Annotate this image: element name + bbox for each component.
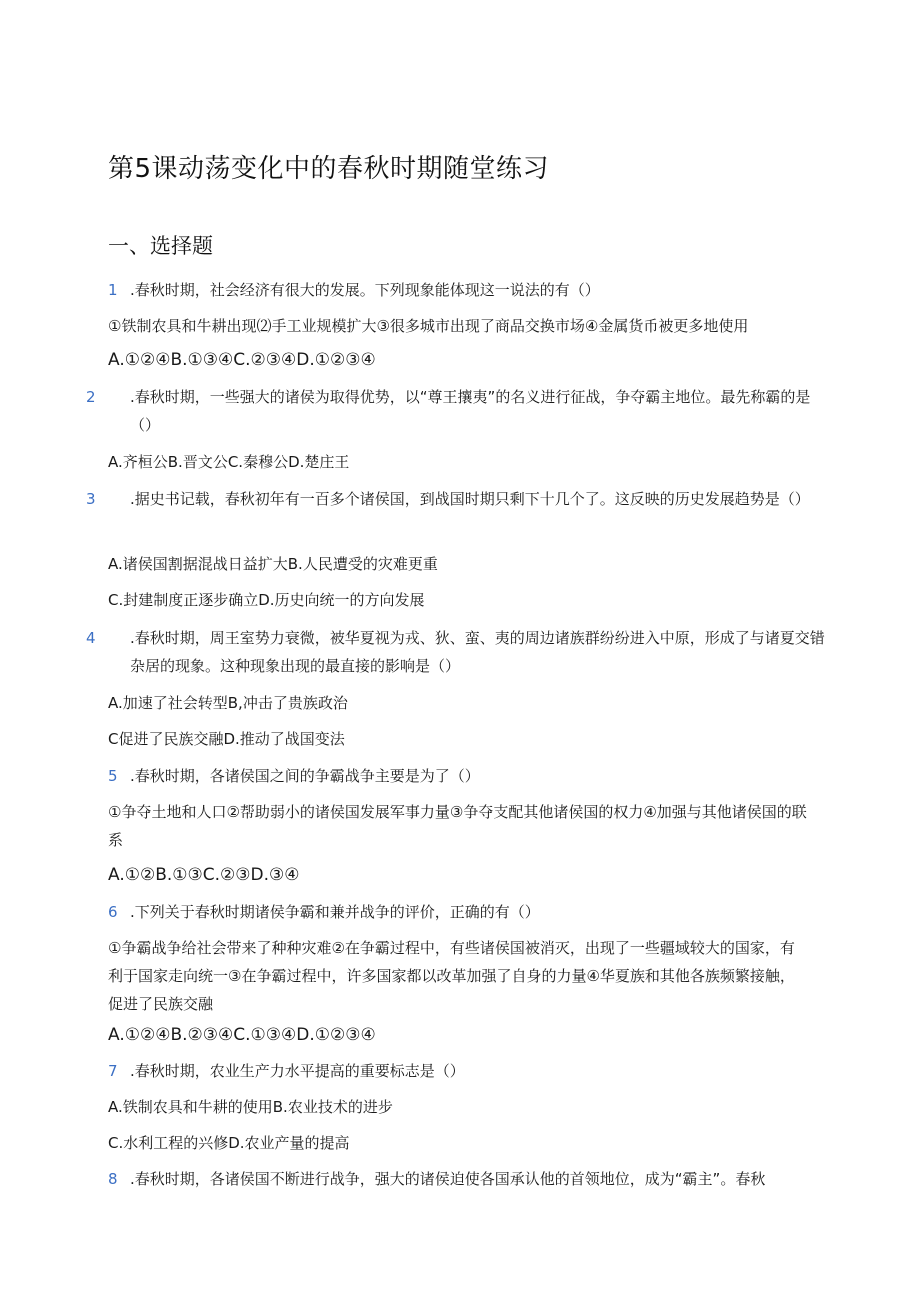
question-stem: .春秋时期，各诸侯国之间的争霸战争主要是为了（）: [130, 767, 480, 785]
question-number: 6: [108, 903, 118, 921]
question-6-options: A.①②④B.②③④C.①③④D.①②③④: [108, 1025, 376, 1045]
question-3-option-cd: C.封建制度正逐步确立D.历史向统一的方向发展: [108, 591, 425, 609]
question-number: 4: [86, 629, 96, 647]
question-stem: .春秋时期，各诸侯国不断进行战争，强大的诸侯迫使各国承认他的首领地位，成为“霸主”。春秋: [130, 1170, 766, 1188]
question-1-options: A.①②④B.①③④C.②③④D.①②③④: [108, 350, 376, 370]
page-title: 第5课动荡变化中的春秋时期随堂练习: [108, 154, 550, 184]
question-number: 2: [86, 388, 96, 406]
question-7-option-cd: C.水利工程的兴修D.农业产量的提高: [108, 1134, 350, 1152]
question-6: [108, 898, 808, 926]
question-6-detail: ①争霸战争给社会带来了种种灾难②在争霸过程中，有些诸侯国被消灭，出现了一些疆域较大的国家，有利于国家走向统一③在争霸过程中，许多国家都以改革加强了自身的力量④华夏族和其他各族频繁接触，促进了民族交融: [108, 939, 795, 1013]
question-number: 7: [108, 1062, 118, 1080]
question-7: [108, 1057, 808, 1085]
question-5-detail: ①争夺土地和人口②帮助弱小的诸侯国发展军事力量③争夺支配其他诸侯国的权力④加强与其他诸侯国的联系: [108, 803, 807, 849]
question-number: 8: [108, 1170, 118, 1188]
question-5-options: A.①②B.①③C.②③D.③④: [108, 865, 300, 885]
question-5: [108, 762, 808, 790]
question-stem: .春秋时期，社会经济有很大的发展。下列现象能体现这一说法的有（）: [130, 281, 600, 299]
question-1-detail: ①铁制农具和牛耕出现⑵手工业规模扩大③很多城市出现了商品交换市场④金属货币被更多地使用: [108, 317, 749, 335]
question-number: 1: [108, 281, 118, 299]
question-stem: .春秋时期，农业生产力水平提高的重要标志是（）: [130, 1062, 465, 1080]
question-4-option-cd: C促进了民族交融D.推动了战国变法: [108, 730, 345, 748]
question-stem: .春秋时期，一些强大的诸侯为取得优势，以“尊王攘夷”的名义进行征战，争夺霸主地位。最先称霸的是（）: [130, 388, 811, 434]
question-8: [108, 1165, 808, 1193]
question-7-option-ab: A.铁制农具和牛耕的使用B.农业技术的进步: [108, 1098, 393, 1116]
question-3: [86, 485, 830, 513]
question-4: [86, 624, 830, 680]
question-4-option-ab: A.加速了社会转型B,冲击了贵族政治: [108, 694, 348, 712]
section-heading: 一、选择题: [108, 234, 213, 258]
question-stem: .下列关于春秋时期诸侯争霸和兼并战争的评价，正确的有（）: [130, 903, 540, 921]
question-stem: .据史书记载，春秋初年有一百多个诸侯国，到战国时期只剩下十几个了。这反映的历史发展趋势是（）: [130, 490, 810, 508]
question-1: [108, 276, 808, 304]
question-3-option-ab: A.诸侯国割据混战日益扩大B.人民遭受的灾难更重: [108, 555, 438, 573]
question-stem: .春秋时期，周王室势力衰微，被华夏视为戎、狄、蛮、夷的周边诸族群纷纷进入中原，形成了与诸夏交错杂居的现象。这种现象出现的最直接的影响是（）: [130, 629, 825, 675]
question-number: 5: [108, 767, 118, 785]
question-number: 3: [86, 490, 96, 508]
question-2-options: A.齐桓公B.晋文公C.秦穆公D.楚庄王: [108, 453, 350, 471]
question-2: [86, 383, 830, 439]
